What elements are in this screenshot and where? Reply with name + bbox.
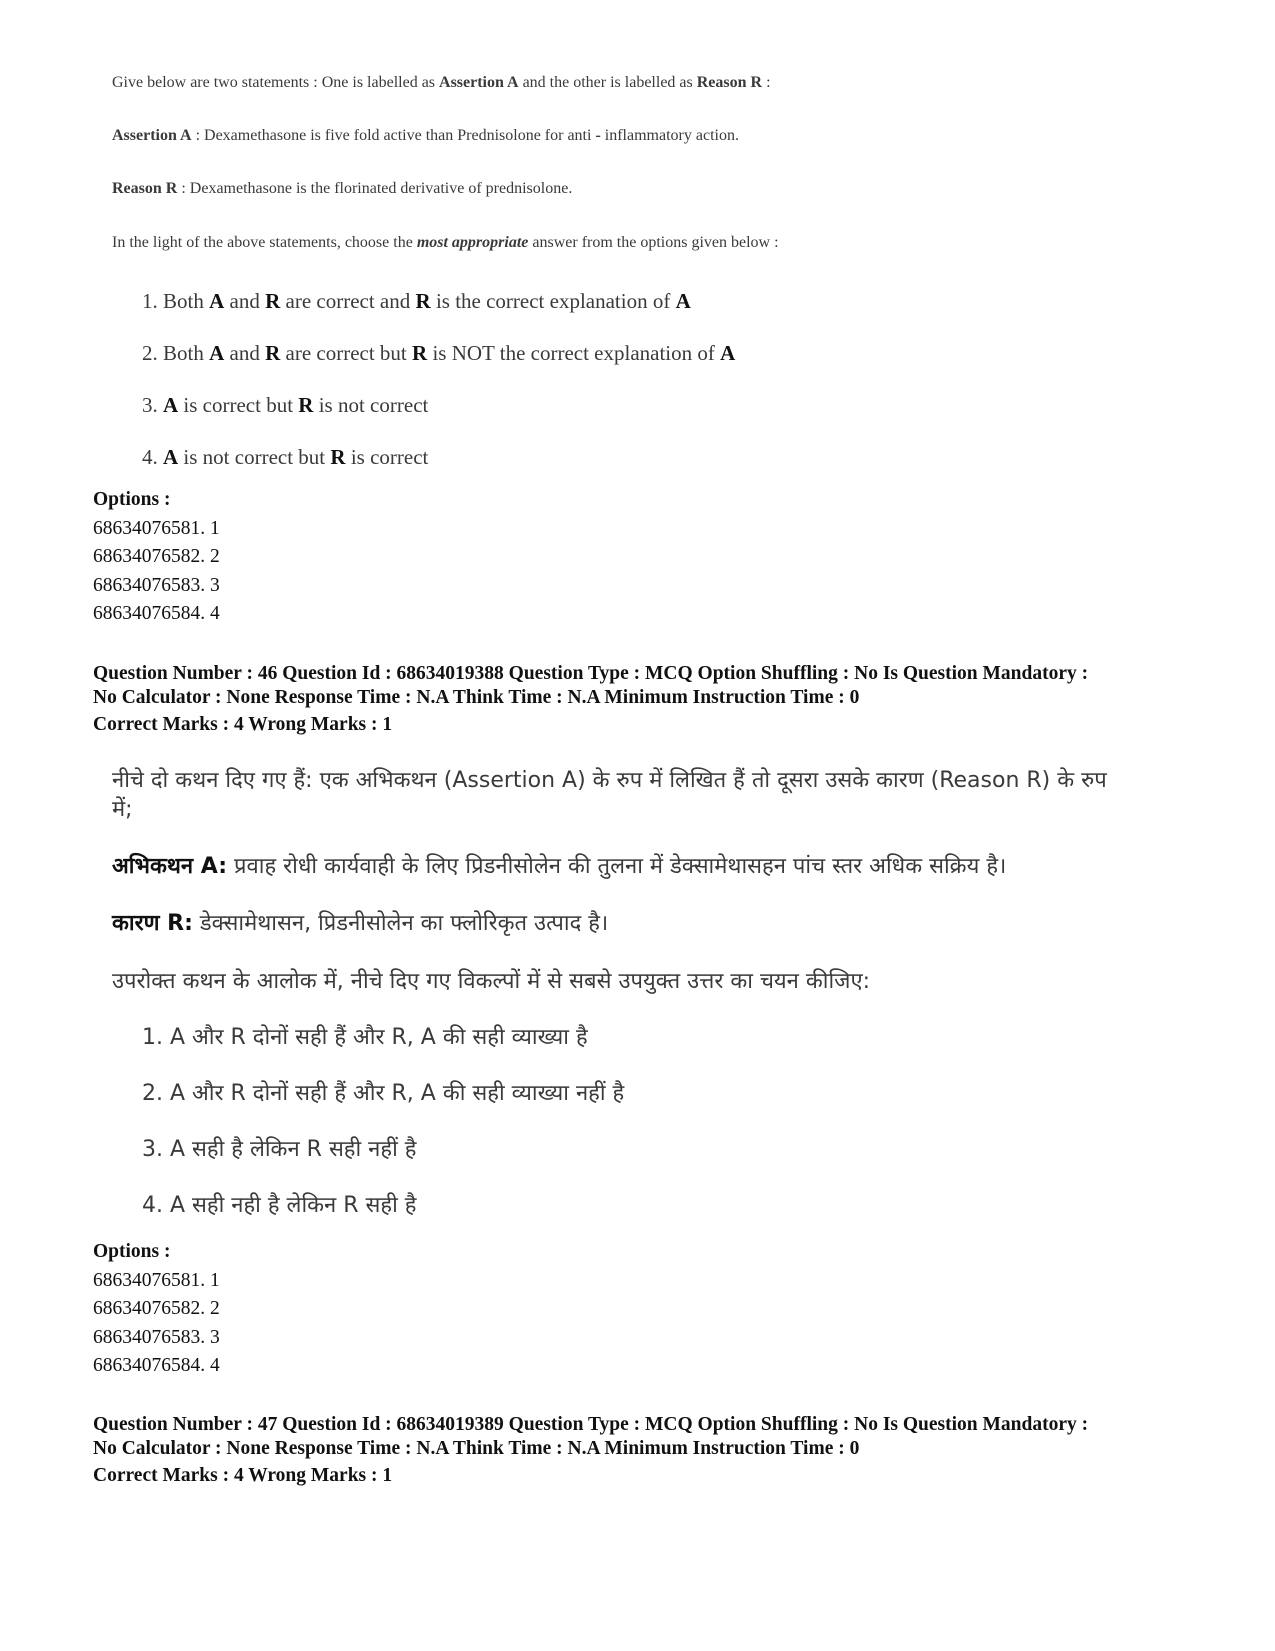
q46-assertion: अभिकथन A: प्रवाह रोधी कार्यवाही के लिए प्रिडनीसोलेन की तुलना में डेक्सामेथासहन पांच स्तर अधिक सक्रिय है। xyxy=(112,854,1007,879)
q45-choice-3: 3. A is correct but R is not correct xyxy=(142,393,429,417)
q45-intro: Give below are two statements : One is labelled as Assertion A and the other is labelled as Reason R : xyxy=(112,74,771,91)
q46-options xyxy=(93,1238,220,1381)
q47-meta-line-1: Question Number : 47 Question Id : 68634019389 Question Type : MCQ Option Shuffling : No Is Question Mandatory : xyxy=(93,1414,1089,1435)
options-label: Options : xyxy=(93,489,171,510)
option-item: 68634076584. 4 xyxy=(93,603,220,624)
q45-assertion: Assertion A : Dexamethasone is five fold active than Prednisolone for anti - inflammatory action. xyxy=(112,127,739,144)
q46-choice-1: 1. A और R दोनों सही हैं और R, A की सही व्याख्या है xyxy=(142,1025,588,1050)
q46-choice-3: 3. A सही है लेकिन R सही नहीं है xyxy=(142,1137,417,1162)
q45-choice-4: 4. A is not correct but R is correct xyxy=(142,445,429,469)
q47-marks: Correct Marks : 4 Wrong Marks : 1 xyxy=(93,1465,393,1486)
q46-choice-4: 4. A सही नही है लेकिन R सही है xyxy=(142,1193,417,1218)
q45-instruction: In the light of the above statements, choose the most appropriate answer from the options given below : xyxy=(112,234,779,251)
q47-meta xyxy=(93,1413,1088,1488)
option-item: 68634076582. 2 xyxy=(93,546,220,567)
q46-meta-line-1: Question Number : 46 Question Id : 68634019388 Question Type : MCQ Option Shuffling : No Is Question Mandatory : xyxy=(93,663,1089,684)
option-item: 68634076584. 4 xyxy=(93,1355,220,1376)
q45-choice-1: 1. Both A and R are correct and R is the correct explanation of A xyxy=(142,289,691,313)
q46-choice-2: 2. A और R दोनों सही हैं और R, A की सही व्याख्या नहीं है xyxy=(142,1081,625,1106)
q46-question-block xyxy=(112,0,1185,1240)
option-item: 68634076583. 3 xyxy=(93,1326,220,1348)
q45-reason: Reason R : Dexamethasone is the florinated derivative of prednisolone. xyxy=(112,180,573,197)
q46-instruction: उपरोक्त कथन के आलोक में, नीचे दिए गए विकल्पों में से सबसे उपयुक्त उत्तर का चयन कीजिए: xyxy=(112,969,871,994)
q46-meta-line-2: No Calculator : None Response Time : N.A Think Time : N.A Minimum Instruction Time : 0 xyxy=(93,687,860,708)
q47-meta-line-2: No Calculator : None Response Time : N.A Think Time : N.A Minimum Instruction Time : 0 xyxy=(93,1438,860,1459)
q45-choice-2: 2. Both A and R are correct but R is NOT the correct explanation of A xyxy=(142,341,736,365)
option-item: 68634076582. 2 xyxy=(93,1298,220,1319)
option-item: 68634076581. 1 xyxy=(93,517,220,539)
option-item: 68634076581. 1 xyxy=(93,1269,220,1291)
q46-intro-line-2: में; xyxy=(112,797,133,822)
option-item: 68634076583. 3 xyxy=(93,574,220,596)
q46-marks: Correct Marks : 4 Wrong Marks : 1 xyxy=(93,714,393,735)
options-label: Options : xyxy=(93,1241,171,1262)
q46-reason: कारण R: डेक्सामेथासन, प्रिडनीसोलेन का फ्लोरिकृत उत्पाद है। xyxy=(112,911,609,936)
q46-intro-line-1: नीचे दो कथन दिए गए हैं: एक अभिकथन (Assertion A) के रुप में लिखित हैं तो दूसरा उसके कारण (Reason R) के रुप xyxy=(112,768,1107,793)
